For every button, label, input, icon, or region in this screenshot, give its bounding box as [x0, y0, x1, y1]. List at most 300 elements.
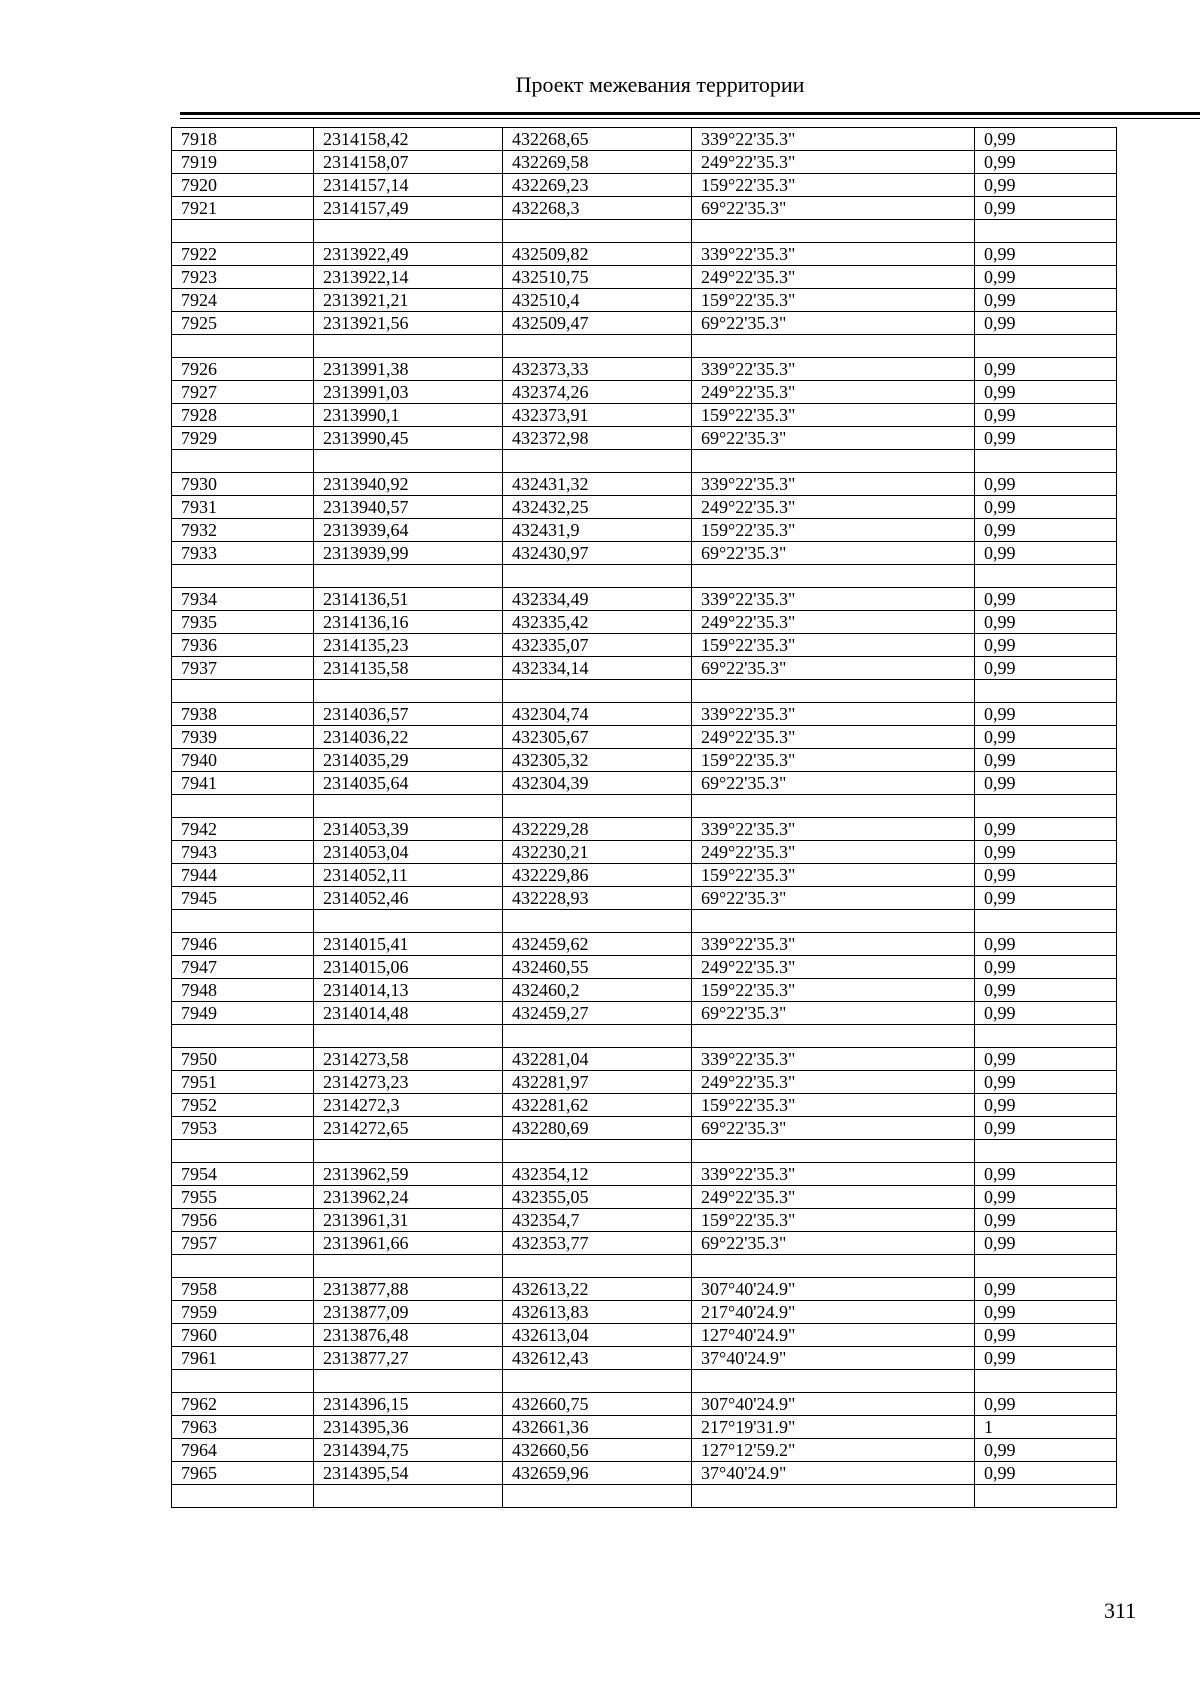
x-coordinate-cell — [314, 680, 503, 703]
direction-angle-cell: 159°22'35.3" — [692, 979, 975, 1002]
y-coordinate-cell: 432304,74 — [503, 703, 692, 726]
direction-angle-cell: 69°22'35.3" — [692, 197, 975, 220]
y-coordinate-cell: 432510,75 — [503, 266, 692, 289]
length-cell: 0,99 — [975, 841, 1117, 864]
table-row — [172, 266, 1117, 289]
direction-angle-cell: 339°22'35.3" — [692, 473, 975, 496]
direction-angle-cell: 249°22'35.3" — [692, 841, 975, 864]
x-coordinate-cell — [314, 450, 503, 473]
y-coordinate-cell: 432509,82 — [503, 243, 692, 266]
length-cell: 0,99 — [975, 657, 1117, 680]
length-cell: 0,99 — [975, 1393, 1117, 1416]
table-separator-row — [172, 1140, 1117, 1163]
x-coordinate-cell — [314, 220, 503, 243]
y-coordinate-cell: 432335,42 — [503, 611, 692, 634]
table-row — [172, 703, 1117, 726]
length-cell — [975, 680, 1117, 703]
point-number-cell: 7943 — [172, 841, 314, 864]
point-number-cell: 7942 — [172, 818, 314, 841]
length-cell — [975, 220, 1117, 243]
table-row — [172, 519, 1117, 542]
x-coordinate-cell: 2314395,54 — [314, 1462, 503, 1485]
x-coordinate-cell: 2314272,3 — [314, 1094, 503, 1117]
x-coordinate-cell: 2314273,23 — [314, 1071, 503, 1094]
table-separator-row — [172, 1025, 1117, 1048]
table-separator-row — [172, 1255, 1117, 1278]
direction-angle-cell: 69°22'35.3" — [692, 312, 975, 335]
length-cell: 0,99 — [975, 1186, 1117, 1209]
direction-angle-cell: 249°22'35.3" — [692, 1186, 975, 1209]
point-number-cell: 7952 — [172, 1094, 314, 1117]
point-number-cell: 7941 — [172, 772, 314, 795]
y-coordinate-cell — [503, 450, 692, 473]
length-cell — [975, 910, 1117, 933]
direction-angle-cell: 249°22'35.3" — [692, 1071, 975, 1094]
y-coordinate-cell: 432460,55 — [503, 956, 692, 979]
length-cell — [975, 1255, 1117, 1278]
point-number-cell: 7921 — [172, 197, 314, 220]
point-number-cell: 7944 — [172, 864, 314, 887]
point-number-cell: 7965 — [172, 1462, 314, 1485]
length-cell: 0,99 — [975, 519, 1117, 542]
length-cell: 0,99 — [975, 1117, 1117, 1140]
table-row — [172, 1209, 1117, 1232]
x-coordinate-cell — [314, 1370, 503, 1393]
direction-angle-cell — [692, 680, 975, 703]
direction-angle-cell: 69°22'35.3" — [692, 657, 975, 680]
direction-angle-cell: 159°22'35.3" — [692, 519, 975, 542]
length-cell: 0,99 — [975, 1439, 1117, 1462]
length-cell: 0,99 — [975, 1071, 1117, 1094]
x-coordinate-cell: 2313921,56 — [314, 312, 503, 335]
direction-angle-cell: 159°22'35.3" — [692, 404, 975, 427]
x-coordinate-cell: 2313939,99 — [314, 542, 503, 565]
table-row — [172, 588, 1117, 611]
length-cell — [975, 450, 1117, 473]
direction-angle-cell: 339°22'35.3" — [692, 1048, 975, 1071]
length-cell: 0,99 — [975, 634, 1117, 657]
y-coordinate-cell: 432305,32 — [503, 749, 692, 772]
table-row — [172, 1186, 1117, 1209]
point-number-cell: 7926 — [172, 358, 314, 381]
x-coordinate-cell: 2313921,21 — [314, 289, 503, 312]
x-coordinate-cell: 2313876,48 — [314, 1324, 503, 1347]
x-coordinate-cell: 2314158,42 — [314, 128, 503, 151]
length-cell: 0,99 — [975, 887, 1117, 910]
y-coordinate-cell: 432335,07 — [503, 634, 692, 657]
x-coordinate-cell: 2313922,14 — [314, 266, 503, 289]
direction-angle-cell: 217°19'31.9" — [692, 1416, 975, 1439]
x-coordinate-cell: 2313877,27 — [314, 1347, 503, 1370]
direction-angle-cell: 217°40'24.9" — [692, 1301, 975, 1324]
direction-angle-cell — [692, 1255, 975, 1278]
length-cell: 0,99 — [975, 1462, 1117, 1485]
length-cell: 0,99 — [975, 864, 1117, 887]
x-coordinate-cell: 2314396,15 — [314, 1393, 503, 1416]
length-cell: 0,99 — [975, 979, 1117, 1002]
direction-angle-cell — [692, 335, 975, 358]
table-row — [172, 611, 1117, 634]
x-coordinate-cell: 2314135,58 — [314, 657, 503, 680]
y-coordinate-cell: 432659,96 — [503, 1462, 692, 1485]
x-coordinate-cell: 2314035,29 — [314, 749, 503, 772]
point-number-cell — [172, 565, 314, 588]
table-row — [172, 473, 1117, 496]
table-row — [172, 358, 1117, 381]
length-cell: 0,99 — [975, 243, 1117, 266]
length-cell: 0,99 — [975, 1278, 1117, 1301]
length-cell: 0,99 — [975, 1002, 1117, 1025]
y-coordinate-cell: 432431,32 — [503, 473, 692, 496]
table-row — [172, 1094, 1117, 1117]
point-number-cell: 7920 — [172, 174, 314, 197]
point-number-cell: 7962 — [172, 1393, 314, 1416]
x-coordinate-cell: 2314015,06 — [314, 956, 503, 979]
point-number-cell: 7940 — [172, 749, 314, 772]
y-coordinate-cell: 432660,56 — [503, 1439, 692, 1462]
x-coordinate-cell: 2314136,16 — [314, 611, 503, 634]
x-coordinate-cell: 2313877,09 — [314, 1301, 503, 1324]
length-cell — [975, 1025, 1117, 1048]
page-number: 311 — [1104, 1598, 1137, 1623]
x-coordinate-cell: 2314272,65 — [314, 1117, 503, 1140]
y-coordinate-cell: 432281,04 — [503, 1048, 692, 1071]
y-coordinate-cell: 432280,69 — [503, 1117, 692, 1140]
x-coordinate-cell: 2314014,13 — [314, 979, 503, 1002]
direction-angle-cell: 307°40'24.9" — [692, 1278, 975, 1301]
point-number-cell: 7955 — [172, 1186, 314, 1209]
length-cell — [975, 1370, 1117, 1393]
direction-angle-cell: 339°22'35.3" — [692, 358, 975, 381]
y-coordinate-cell: 432269,58 — [503, 151, 692, 174]
length-cell: 0,99 — [975, 588, 1117, 611]
point-number-cell — [172, 335, 314, 358]
point-number-cell: 7949 — [172, 1002, 314, 1025]
x-coordinate-cell: 2314052,46 — [314, 887, 503, 910]
direction-angle-cell: 69°22'35.3" — [692, 542, 975, 565]
y-coordinate-cell: 432353,77 — [503, 1232, 692, 1255]
point-number-cell: 7929 — [172, 427, 314, 450]
table-separator-row — [172, 335, 1117, 358]
table-row — [172, 1071, 1117, 1094]
point-number-cell — [172, 1140, 314, 1163]
x-coordinate-cell: 2313940,57 — [314, 496, 503, 519]
x-coordinate-cell: 2313961,66 — [314, 1232, 503, 1255]
table-row — [172, 1347, 1117, 1370]
x-coordinate-cell: 2313877,88 — [314, 1278, 503, 1301]
point-number-cell — [172, 220, 314, 243]
point-number-cell — [172, 1485, 314, 1508]
point-number-cell: 7931 — [172, 496, 314, 519]
coordinates-table — [171, 127, 1117, 1508]
length-cell: 0,99 — [975, 1232, 1117, 1255]
point-number-cell: 7946 — [172, 933, 314, 956]
table-row — [172, 174, 1117, 197]
table-row — [172, 1117, 1117, 1140]
direction-angle-cell: 159°22'35.3" — [692, 864, 975, 887]
point-number-cell: 7930 — [172, 473, 314, 496]
y-coordinate-cell: 432460,2 — [503, 979, 692, 1002]
table-row — [172, 427, 1117, 450]
direction-angle-cell: 249°22'35.3" — [692, 726, 975, 749]
table-row — [172, 312, 1117, 335]
x-coordinate-cell — [314, 910, 503, 933]
direction-angle-cell: 249°22'35.3" — [692, 381, 975, 404]
direction-angle-cell: 69°22'35.3" — [692, 1232, 975, 1255]
point-number-cell: 7960 — [172, 1324, 314, 1347]
y-coordinate-cell — [503, 1485, 692, 1508]
y-coordinate-cell: 432355,05 — [503, 1186, 692, 1209]
y-coordinate-cell: 432660,75 — [503, 1393, 692, 1416]
y-coordinate-cell — [503, 910, 692, 933]
x-coordinate-cell — [314, 795, 503, 818]
x-coordinate-cell: 2314394,75 — [314, 1439, 503, 1462]
x-coordinate-cell: 2314157,49 — [314, 197, 503, 220]
y-coordinate-cell: 432354,7 — [503, 1209, 692, 1232]
direction-angle-cell — [692, 565, 975, 588]
y-coordinate-cell: 432334,14 — [503, 657, 692, 680]
table-row — [172, 1462, 1117, 1485]
length-cell: 0,99 — [975, 289, 1117, 312]
y-coordinate-cell — [503, 220, 692, 243]
direction-angle-cell: 159°22'35.3" — [692, 1209, 975, 1232]
point-number-cell: 7923 — [172, 266, 314, 289]
table-row — [172, 933, 1117, 956]
x-coordinate-cell: 2313990,1 — [314, 404, 503, 427]
point-number-cell: 7947 — [172, 956, 314, 979]
direction-angle-cell: 159°22'35.3" — [692, 174, 975, 197]
length-cell: 0,99 — [975, 1324, 1117, 1347]
direction-angle-cell: 339°22'35.3" — [692, 1163, 975, 1186]
y-coordinate-cell: 432459,27 — [503, 1002, 692, 1025]
x-coordinate-cell: 2314014,48 — [314, 1002, 503, 1025]
table-separator-row — [172, 1370, 1117, 1393]
point-number-cell: 7938 — [172, 703, 314, 726]
point-number-cell — [172, 1370, 314, 1393]
table-separator-row — [172, 450, 1117, 473]
y-coordinate-cell — [503, 565, 692, 588]
table-separator-row — [172, 220, 1117, 243]
direction-angle-cell: 339°22'35.3" — [692, 818, 975, 841]
y-coordinate-cell: 432229,86 — [503, 864, 692, 887]
y-coordinate-cell: 432304,39 — [503, 772, 692, 795]
table-row — [172, 151, 1117, 174]
length-cell: 0,99 — [975, 197, 1117, 220]
direction-angle-cell: 249°22'35.3" — [692, 496, 975, 519]
point-number-cell: 7918 — [172, 128, 314, 151]
x-coordinate-cell — [314, 335, 503, 358]
y-coordinate-cell: 432612,43 — [503, 1347, 692, 1370]
x-coordinate-cell: 2313961,31 — [314, 1209, 503, 1232]
length-cell: 0,99 — [975, 1347, 1117, 1370]
length-cell — [975, 565, 1117, 588]
y-coordinate-cell — [503, 1255, 692, 1278]
direction-angle-cell — [692, 1140, 975, 1163]
y-coordinate-cell: 432661,36 — [503, 1416, 692, 1439]
y-coordinate-cell: 432305,67 — [503, 726, 692, 749]
length-cell: 1 — [975, 1416, 1117, 1439]
point-number-cell: 7953 — [172, 1117, 314, 1140]
length-cell: 0,99 — [975, 611, 1117, 634]
point-number-cell: 7954 — [172, 1163, 314, 1186]
point-number-cell: 7933 — [172, 542, 314, 565]
y-coordinate-cell — [503, 1140, 692, 1163]
direction-angle-cell — [692, 1370, 975, 1393]
table-row — [172, 772, 1117, 795]
x-coordinate-cell: 2313991,38 — [314, 358, 503, 381]
direction-angle-cell — [692, 795, 975, 818]
direction-angle-cell: 339°22'35.3" — [692, 243, 975, 266]
y-coordinate-cell: 432430,97 — [503, 542, 692, 565]
direction-angle-cell — [692, 1025, 975, 1048]
direction-angle-cell: 339°22'35.3" — [692, 933, 975, 956]
point-number-cell: 7963 — [172, 1416, 314, 1439]
point-number-cell — [172, 450, 314, 473]
y-coordinate-cell: 432281,97 — [503, 1071, 692, 1094]
direction-angle-cell — [692, 1485, 975, 1508]
direction-angle-cell: 249°22'35.3" — [692, 956, 975, 979]
table-row — [172, 1301, 1117, 1324]
direction-angle-cell: 339°22'35.3" — [692, 128, 975, 151]
table-row — [172, 243, 1117, 266]
y-coordinate-cell: 432281,62 — [503, 1094, 692, 1117]
x-coordinate-cell: 2314395,36 — [314, 1416, 503, 1439]
point-number-cell: 7939 — [172, 726, 314, 749]
table-row — [172, 1439, 1117, 1462]
length-cell: 0,99 — [975, 933, 1117, 956]
table-row — [172, 749, 1117, 772]
point-number-cell: 7956 — [172, 1209, 314, 1232]
point-number-cell: 7934 — [172, 588, 314, 611]
table-row — [172, 1232, 1117, 1255]
length-cell: 0,99 — [975, 542, 1117, 565]
table-separator-row — [172, 680, 1117, 703]
table-row — [172, 1048, 1117, 1071]
length-cell: 0,99 — [975, 1048, 1117, 1071]
direction-angle-cell: 127°40'24.9" — [692, 1324, 975, 1347]
point-number-cell — [172, 1025, 314, 1048]
direction-angle-cell: 307°40'24.9" — [692, 1393, 975, 1416]
y-coordinate-cell: 432354,12 — [503, 1163, 692, 1186]
y-coordinate-cell: 432509,47 — [503, 312, 692, 335]
length-cell: 0,99 — [975, 1209, 1117, 1232]
x-coordinate-cell: 2314036,22 — [314, 726, 503, 749]
y-coordinate-cell: 432431,9 — [503, 519, 692, 542]
point-number-cell — [172, 680, 314, 703]
length-cell: 0,99 — [975, 496, 1117, 519]
x-coordinate-cell — [314, 1140, 503, 1163]
direction-angle-cell — [692, 450, 975, 473]
y-coordinate-cell: 432269,23 — [503, 174, 692, 197]
direction-angle-cell: 339°22'35.3" — [692, 588, 975, 611]
table-row — [172, 128, 1117, 151]
y-coordinate-cell: 432268,65 — [503, 128, 692, 151]
point-number-cell: 7945 — [172, 887, 314, 910]
direction-angle-cell: 339°22'35.3" — [692, 703, 975, 726]
table-row — [172, 841, 1117, 864]
table-separator-row — [172, 565, 1117, 588]
direction-angle-cell: 37°40'24.9" — [692, 1462, 975, 1485]
page-title: Проект межевания территории — [515, 72, 805, 97]
point-number-cell: 7961 — [172, 1347, 314, 1370]
direction-angle-cell: 69°22'35.3" — [692, 1002, 975, 1025]
header-rule-thick — [180, 112, 1200, 115]
point-number-cell: 7958 — [172, 1278, 314, 1301]
x-coordinate-cell: 2313990,45 — [314, 427, 503, 450]
point-number-cell: 7936 — [172, 634, 314, 657]
table-row — [172, 197, 1117, 220]
y-coordinate-cell — [503, 1025, 692, 1048]
length-cell: 0,99 — [975, 818, 1117, 841]
x-coordinate-cell: 2314036,57 — [314, 703, 503, 726]
table-row — [172, 1002, 1117, 1025]
direction-angle-cell: 69°22'35.3" — [692, 427, 975, 450]
direction-angle-cell: 249°22'35.3" — [692, 266, 975, 289]
length-cell: 0,99 — [975, 726, 1117, 749]
point-number-cell — [172, 795, 314, 818]
point-number-cell: 7927 — [172, 381, 314, 404]
x-coordinate-cell: 2314158,07 — [314, 151, 503, 174]
table-row — [172, 887, 1117, 910]
point-number-cell: 7951 — [172, 1071, 314, 1094]
x-coordinate-cell: 2314135,23 — [314, 634, 503, 657]
y-coordinate-cell: 432613,04 — [503, 1324, 692, 1347]
length-cell: 0,99 — [975, 128, 1117, 151]
table-row — [172, 979, 1117, 1002]
table-row — [172, 818, 1117, 841]
point-number-cell: 7928 — [172, 404, 314, 427]
table-row — [172, 496, 1117, 519]
table-row — [172, 657, 1117, 680]
direction-angle-cell: 127°12'59.2" — [692, 1439, 975, 1462]
x-coordinate-cell: 2314035,64 — [314, 772, 503, 795]
table-row — [172, 1324, 1117, 1347]
x-coordinate-cell: 2313940,92 — [314, 473, 503, 496]
table-row — [172, 956, 1117, 979]
x-coordinate-cell: 2314136,51 — [314, 588, 503, 611]
table-row — [172, 289, 1117, 312]
point-number-cell: 7937 — [172, 657, 314, 680]
y-coordinate-cell: 432613,83 — [503, 1301, 692, 1324]
direction-angle-cell: 159°22'35.3" — [692, 634, 975, 657]
y-coordinate-cell: 432228,93 — [503, 887, 692, 910]
y-coordinate-cell: 432334,49 — [503, 588, 692, 611]
length-cell: 0,99 — [975, 1301, 1117, 1324]
length-cell: 0,99 — [975, 312, 1117, 335]
y-coordinate-cell: 432432,25 — [503, 496, 692, 519]
x-coordinate-cell: 2313939,64 — [314, 519, 503, 542]
x-coordinate-cell: 2314273,58 — [314, 1048, 503, 1071]
point-number-cell: 7925 — [172, 312, 314, 335]
y-coordinate-cell: 432459,62 — [503, 933, 692, 956]
x-coordinate-cell — [314, 1255, 503, 1278]
y-coordinate-cell: 432613,22 — [503, 1278, 692, 1301]
point-number-cell — [172, 1255, 314, 1278]
direction-angle-cell: 249°22'35.3" — [692, 151, 975, 174]
header-rule-thin — [180, 118, 1200, 119]
length-cell — [975, 1140, 1117, 1163]
table-row — [172, 1163, 1117, 1186]
point-number-cell: 7924 — [172, 289, 314, 312]
x-coordinate-cell: 2314052,11 — [314, 864, 503, 887]
point-number-cell: 7948 — [172, 979, 314, 1002]
length-cell: 0,99 — [975, 358, 1117, 381]
length-cell: 0,99 — [975, 174, 1117, 197]
table-row — [172, 726, 1117, 749]
x-coordinate-cell: 2314053,04 — [314, 841, 503, 864]
table-row — [172, 1278, 1117, 1301]
point-number-cell: 7932 — [172, 519, 314, 542]
